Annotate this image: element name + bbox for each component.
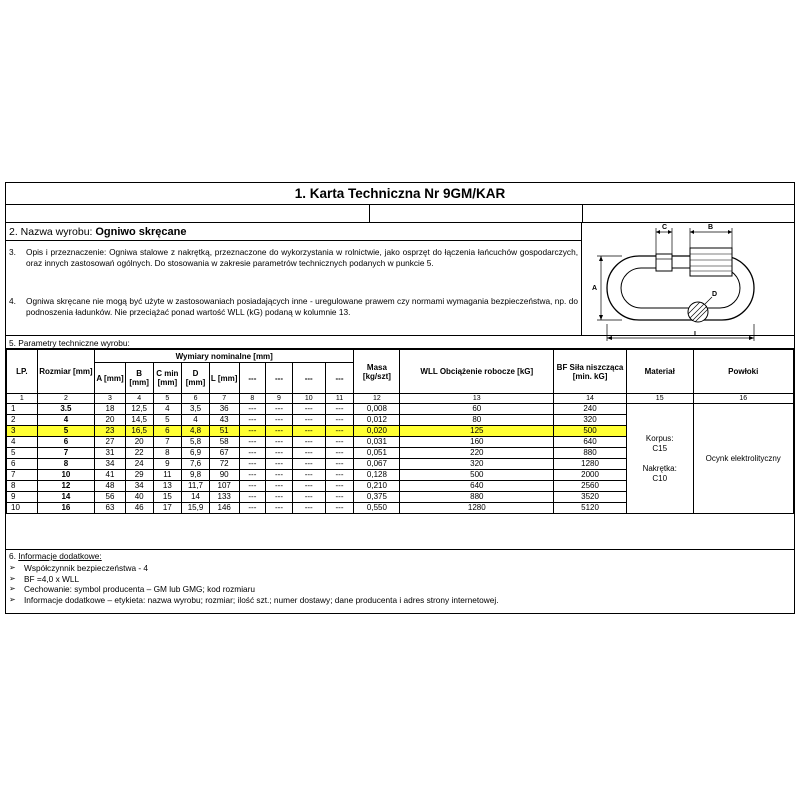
cell-a: 34 — [95, 459, 126, 470]
cell-empty: --- — [266, 459, 293, 470]
diagram-label-l: L — [694, 331, 699, 338]
cell-mass: 0,128 — [354, 470, 400, 481]
cell-size: 4 — [37, 415, 94, 426]
cell-empty: --- — [239, 404, 266, 415]
cell-c-min: 9 — [153, 459, 182, 470]
cell-empty: --- — [292, 503, 325, 514]
cell-empty: --- — [292, 492, 325, 503]
cell-l: 146 — [209, 503, 239, 514]
coating-cell: Ocynk elektrolityczny — [693, 404, 794, 514]
column-number: 4 — [125, 394, 153, 404]
cell-bf: 640 — [554, 437, 627, 448]
cell-b: 46 — [125, 503, 153, 514]
cell-bf: 2000 — [554, 470, 627, 481]
cell-c-min: 13 — [153, 481, 182, 492]
material-nut-value: C10 — [652, 473, 668, 483]
cell-empty: --- — [292, 415, 325, 426]
product-name-label: 2. Nazwa wyrobu: — [9, 226, 96, 238]
material-body-label: Korpus: — [645, 433, 674, 443]
column-number: 5 — [153, 394, 182, 404]
cell-bf: 240 — [554, 404, 627, 415]
cell-bf: 880 — [554, 448, 627, 459]
cell-b: 40 — [125, 492, 153, 503]
arrow-bullet-icon: ➢ — [9, 563, 16, 572]
cell-b: 22 — [125, 448, 153, 459]
cell-c-min: 11 — [153, 470, 182, 481]
cell-empty: --- — [266, 448, 293, 459]
header-bf: BF Siła niszcząca [min. kG] — [554, 350, 627, 394]
cell-l: 51 — [209, 426, 239, 437]
header-c-min: C min [mm] — [153, 363, 182, 394]
cell-empty: --- — [325, 492, 354, 503]
cell-c-min: 15 — [153, 492, 182, 503]
column-number: 11 — [325, 394, 354, 404]
cell-size: 10 — [37, 470, 94, 481]
cell-size: 6 — [37, 437, 94, 448]
cell-mass: 0,012 — [354, 415, 400, 426]
cell-empty: --- — [292, 404, 325, 415]
info-list — [6, 563, 794, 605]
column-number: 2 — [37, 394, 94, 404]
cell-d: 11,7 — [182, 481, 210, 492]
cell-size: 5 — [37, 426, 94, 437]
info-item-text: BF =4,0 x WLL — [24, 573, 80, 584]
material-nut-label: Nakrętka: — [642, 463, 677, 473]
header-empty: --- — [266, 363, 293, 394]
cell-lp: 7 — [7, 470, 38, 481]
header-empty: --- — [325, 363, 354, 394]
arrow-bullet-icon: ➢ — [9, 573, 16, 583]
info-label-text: Informacje dodatkowe: — [18, 551, 102, 561]
cell-empty: --- — [292, 426, 325, 437]
column-number: 3 — [95, 394, 126, 404]
column-number-row — [7, 394, 794, 404]
subheader-cell — [369, 205, 583, 223]
cell-size: 14 — [37, 492, 94, 503]
column-number: 12 — [354, 394, 400, 404]
cell-empty: --- — [239, 437, 266, 448]
diagram-label-b: B — [708, 224, 714, 231]
cell-d: 4 — [182, 415, 210, 426]
diagram-label-c: C — [662, 224, 668, 231]
cell-size: 16 — [37, 503, 94, 514]
cell-empty: --- — [239, 415, 266, 426]
cell-lp: 3 — [7, 426, 38, 437]
cell-empty: --- — [266, 481, 293, 492]
cell-c-min: 17 — [153, 503, 182, 514]
header-size: Rozmiar [mm] — [37, 350, 94, 394]
cell-empty: --- — [325, 415, 354, 426]
cell-d: 4,8 — [182, 426, 210, 437]
cell-wll: 880 — [400, 492, 554, 503]
cell-mass: 0,031 — [354, 437, 400, 448]
cell-c-min: 8 — [153, 448, 182, 459]
cell-size: 12 — [37, 481, 94, 492]
cell-empty: --- — [239, 503, 266, 514]
chain-link-diagram — [582, 196, 788, 344]
cell-a: 23 — [95, 426, 126, 437]
cell-lp: 2 — [7, 415, 38, 426]
info-label-number: 6. — [9, 551, 19, 561]
description-paragraph: Ogniwa skręcane nie mogą być użyte w zastosowaniach posiadających inne - uregulowane prawem czy normami wymagania bezpieczeństwa, np. do podnoszenia ładunków. Nie przeciążać ponad wartość WLL (kG) podaną w kolumnie 13. — [26, 296, 578, 317]
info-item-text: Informacje dodatkowe – etykieta: nazwa wyrobu; rozmiar; ilość szt.; numer dostawy; dane producenta i adres strony internetowej. — [24, 594, 499, 605]
cell-bf: 320 — [554, 415, 627, 426]
header-mass: Masa [kg/szt] — [354, 350, 400, 394]
material-body-value: C15 — [652, 443, 668, 453]
cell-c-min: 4 — [153, 404, 182, 415]
cell-bf: 3520 — [554, 492, 627, 503]
cell-l: 43 — [209, 415, 239, 426]
cell-l: 72 — [209, 459, 239, 470]
description-block — [6, 241, 582, 335]
header-d: D [mm] — [182, 363, 210, 394]
column-number: 10 — [292, 394, 325, 404]
product-name: Ogniwo skręcane — [95, 226, 187, 238]
cell-l: 67 — [209, 448, 239, 459]
cell-wll: 125 — [400, 426, 554, 437]
cell-size: 7 — [37, 448, 94, 459]
cell-lp: 6 — [7, 459, 38, 470]
cell-empty: --- — [292, 437, 325, 448]
cell-mass: 0,550 — [354, 503, 400, 514]
cell-b: 14,5 — [125, 415, 153, 426]
list-item — [6, 563, 794, 574]
list-item — [6, 574, 794, 585]
cell-l: 133 — [209, 492, 239, 503]
column-number: 9 — [266, 394, 293, 404]
cell-l: 90 — [209, 470, 239, 481]
parameters-table — [6, 349, 794, 514]
cell-a: 18 — [95, 404, 126, 415]
cell-empty: --- — [292, 448, 325, 459]
cell-lp: 4 — [7, 437, 38, 448]
cell-empty: --- — [266, 492, 293, 503]
column-number: 6 — [182, 394, 210, 404]
info-item-text: Współczynnik bezpieczeństwa - 4 — [24, 563, 149, 573]
cell-empty: --- — [325, 459, 354, 470]
cell-empty: --- — [239, 470, 266, 481]
cell-b: 24 — [125, 459, 153, 470]
cell-empty: --- — [325, 470, 354, 481]
list-item — [6, 584, 794, 595]
cell-lp: 8 — [7, 481, 38, 492]
header-a: A [mm] — [95, 363, 126, 394]
cell-empty: --- — [266, 503, 293, 514]
cell-wll: 500 — [400, 470, 554, 481]
cell-bf: 2560 — [554, 481, 627, 492]
header-l: L [mm] — [209, 363, 239, 394]
cell-wll: 60 — [400, 404, 554, 415]
column-number: 7 — [209, 394, 239, 404]
material-cell — [626, 404, 693, 514]
cell-empty: --- — [292, 459, 325, 470]
cell-mass: 0,008 — [354, 404, 400, 415]
spacer — [627, 454, 693, 464]
column-number: 16 — [693, 394, 794, 404]
diagram-label-d: D — [712, 291, 718, 298]
cell-bf: 1280 — [554, 459, 627, 470]
cell-mass: 0,210 — [354, 481, 400, 492]
cell-b: 34 — [125, 481, 153, 492]
cell-wll: 220 — [400, 448, 554, 459]
cell-b: 12,5 — [125, 404, 153, 415]
cell-a: 41 — [95, 470, 126, 481]
cell-wll: 80 — [400, 415, 554, 426]
cell-d: 7,6 — [182, 459, 210, 470]
cell-c-min: 7 — [153, 437, 182, 448]
cell-empty: --- — [325, 437, 354, 448]
cell-l: 36 — [209, 404, 239, 415]
cell-size: 3.5 — [37, 404, 94, 415]
paragraph-number: 4. — [9, 296, 16, 306]
header-coating: Powłoki — [693, 350, 794, 394]
column-number: 15 — [626, 394, 693, 404]
cell-a: 48 — [95, 481, 126, 492]
header-dimensions: Wymiary nominalne [mm] — [95, 350, 354, 363]
cell-empty: --- — [266, 415, 293, 426]
cell-a: 27 — [95, 437, 126, 448]
column-number: 14 — [554, 394, 627, 404]
cell-wll: 160 — [400, 437, 554, 448]
paragraph-number: 3. — [9, 247, 16, 257]
cell-empty: --- — [239, 448, 266, 459]
cell-d: 5,8 — [182, 437, 210, 448]
cell-b: 16,5 — [125, 426, 153, 437]
cell-a: 56 — [95, 492, 126, 503]
list-item — [6, 595, 794, 606]
cell-lp: 5 — [7, 448, 38, 459]
cell-b: 20 — [125, 437, 153, 448]
header-wll: WLL Obciążenie robocze [kG] — [400, 350, 554, 394]
cell-mass: 0,020 — [354, 426, 400, 437]
params-label: 5. Parametry techniczne wyrobu: — [6, 335, 794, 349]
cell-mass: 0,051 — [354, 448, 400, 459]
cell-mass: 0,375 — [354, 492, 400, 503]
cell-wll: 640 — [400, 481, 554, 492]
cell-mass: 0,067 — [354, 459, 400, 470]
cell-d: 15,9 — [182, 503, 210, 514]
column-number: 8 — [239, 394, 266, 404]
cell-empty: --- — [266, 437, 293, 448]
cell-empty: --- — [266, 426, 293, 437]
cell-wll: 1280 — [400, 503, 554, 514]
arrow-bullet-icon: ➢ — [9, 594, 16, 604]
cell-empty: --- — [266, 404, 293, 415]
cell-d: 3,5 — [182, 404, 210, 415]
product-name-row — [6, 223, 582, 241]
cell-empty: --- — [325, 481, 354, 492]
cell-lp: 1 — [7, 404, 38, 415]
table-row — [7, 404, 794, 415]
cell-empty: --- — [325, 426, 354, 437]
arrow-bullet-icon: ➢ — [9, 584, 16, 593]
cell-l: 107 — [209, 481, 239, 492]
cell-wll: 320 — [400, 459, 554, 470]
header-material: Materiał — [626, 350, 693, 394]
cell-empty: --- — [325, 404, 354, 415]
cell-b: 29 — [125, 470, 153, 481]
header-empty: --- — [292, 363, 325, 394]
info-item-text: Cechowanie: symbol producenta – GM lub GMG; kod rozmiaru — [24, 584, 256, 594]
diagram-label-a: A — [592, 285, 598, 292]
cell-l: 58 — [209, 437, 239, 448]
cell-a: 63 — [95, 503, 126, 514]
column-number: 1 — [7, 394, 38, 404]
cell-d: 14 — [182, 492, 210, 503]
cell-lp: 9 — [7, 492, 38, 503]
info-label — [6, 549, 794, 562]
cell-c-min: 5 — [153, 415, 182, 426]
header-b: B [mm] — [125, 363, 153, 394]
cell-empty: --- — [239, 481, 266, 492]
cell-a: 31 — [95, 448, 126, 459]
description-paragraph: Opis i przeznaczenie: Ogniwa stalowe z nakrętką, przeznaczone do wykorzystania w rolnictwie, jako osprzęt do łączenia łańcuchów gospodarczych, oraz innych zastosowań ogólnych. Do stosowania w zakresie parametrów technicznych podanych w punkcie 5. — [26, 247, 578, 268]
cell-empty: --- — [239, 492, 266, 503]
cell-a: 20 — [95, 415, 126, 426]
cell-d: 6,9 — [182, 448, 210, 459]
cell-c-min: 6 — [153, 426, 182, 437]
header-empty: --- — [239, 363, 266, 394]
cell-size: 8 — [37, 459, 94, 470]
cell-empty: --- — [266, 470, 293, 481]
cell-empty: --- — [325, 448, 354, 459]
cell-empty: --- — [325, 503, 354, 514]
cell-lp: 10 — [7, 503, 38, 514]
cell-empty: --- — [239, 459, 266, 470]
cell-empty: --- — [239, 426, 266, 437]
cell-empty: --- — [292, 481, 325, 492]
column-number: 13 — [400, 394, 554, 404]
header-lp: LP. — [7, 350, 38, 394]
cell-bf: 500 — [554, 426, 627, 437]
sheet-title: 1. Karta Techniczna Nr 9GM/KAR — [6, 183, 794, 205]
cell-empty: --- — [292, 470, 325, 481]
cell-d: 9,8 — [182, 470, 210, 481]
subheader-cell — [6, 205, 370, 223]
cell-bf: 5120 — [554, 503, 627, 514]
